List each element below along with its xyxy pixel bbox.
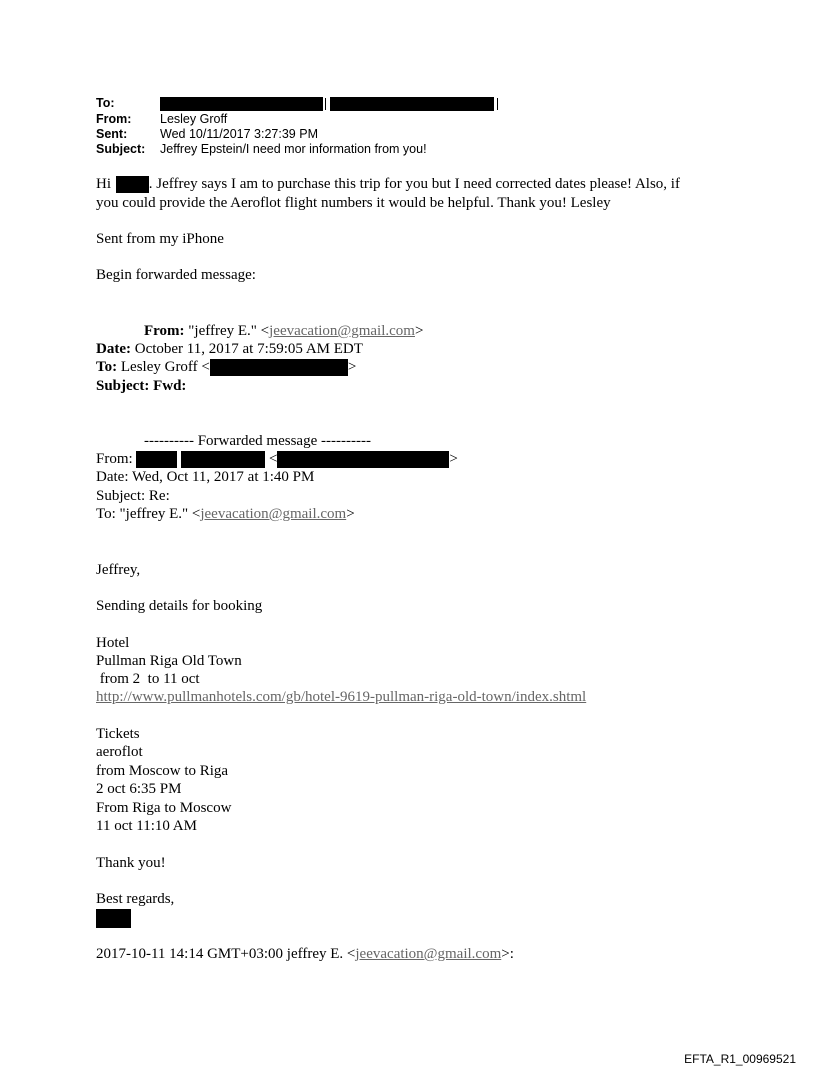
redaction bbox=[277, 451, 449, 468]
salutation: Jeffrey, bbox=[96, 562, 141, 578]
leg1-time: 2 oct 6:35 PM bbox=[96, 781, 182, 797]
redaction bbox=[181, 451, 265, 468]
tickets-heading: Tickets bbox=[96, 726, 140, 742]
airline: aeroflot bbox=[96, 744, 143, 760]
hotel-url-link[interactable]: http://www.pullmanhotels.com/gb/hotel-9619-pullman-riga-old-town/index.shtml bbox=[96, 689, 587, 705]
subject-row bbox=[96, 142, 427, 156]
bates-number: EFTA_R1_00969521 bbox=[684, 1052, 796, 1066]
sent-value: Wed 10/11/2017 3:27:39 PM bbox=[160, 127, 318, 141]
hotel-heading: Hotel bbox=[96, 635, 130, 651]
fwd2-from-row bbox=[96, 450, 458, 468]
leg2-time: 11 oct 11:10 AM bbox=[96, 818, 197, 834]
fwd1-date-label: Date: bbox=[96, 341, 131, 357]
from-value: Lesley Groff bbox=[160, 112, 228, 126]
fwd1-to-value: Lesley Groff < bbox=[120, 359, 210, 375]
body-text-1: . Jeffrey says I am to purchase this trip for you but I need corrected dates please! Also, if bbox=[148, 176, 680, 192]
intro-line: Sending details for booking bbox=[96, 598, 263, 614]
redaction bbox=[136, 451, 177, 468]
fwd2-to-row bbox=[96, 505, 355, 523]
fwd1-to-close: > bbox=[347, 359, 357, 375]
leg2-route: From Riga to Moscow bbox=[96, 800, 232, 816]
fwd1-to-label: To: bbox=[96, 359, 118, 375]
fwd1-subject-row: Subject: Fwd: bbox=[96, 378, 187, 394]
fwd1-to-row bbox=[96, 358, 356, 376]
closing-line: Best regards, bbox=[96, 891, 175, 907]
quote-email-link[interactable]: jeevacation@gmail.com bbox=[355, 946, 502, 962]
quote-suffix: >: bbox=[501, 946, 514, 962]
fwd2-to-prefix: To: "jeffrey E." < bbox=[96, 506, 201, 522]
thanks-line: Thank you! bbox=[96, 855, 166, 871]
fwd1-from-label: From: bbox=[144, 323, 185, 339]
fwd2-lt: < bbox=[268, 451, 278, 467]
to-row bbox=[96, 96, 498, 111]
greeting: Hi bbox=[96, 176, 111, 192]
quote-line bbox=[96, 945, 514, 963]
redaction bbox=[96, 909, 131, 928]
fwd2-gt: > bbox=[449, 451, 458, 467]
fwd1-date-row bbox=[96, 340, 363, 358]
fwd2-to-email-link[interactable]: jeevacation@gmail.com bbox=[200, 506, 347, 522]
body-line-1 bbox=[96, 175, 680, 193]
to-label: To: bbox=[96, 96, 115, 110]
fwd2-divider: ---------- Forwarded message ---------- bbox=[144, 433, 371, 449]
bracket-mark bbox=[494, 98, 498, 110]
hotel-dates: from 2 to 11 oct bbox=[96, 671, 200, 687]
fwd1-from-close: > bbox=[414, 323, 424, 339]
redaction bbox=[210, 359, 348, 376]
quote-prefix: 2017-10-11 14:14 GMT+03:00 jeffrey E. < bbox=[96, 946, 356, 962]
redaction bbox=[116, 176, 149, 193]
subject-value: Jeffrey Epstein/I need mor information from you! bbox=[160, 142, 427, 156]
from-row bbox=[96, 112, 227, 126]
leg1-route: from Moscow to Riga bbox=[96, 763, 229, 779]
redaction bbox=[330, 97, 494, 111]
fwd1-from-row bbox=[144, 322, 423, 340]
fwd2-from-label: From: bbox=[96, 451, 133, 467]
begin-forwarded: Begin forwarded message: bbox=[96, 267, 256, 283]
fwd2-date: Date: Wed, Oct 11, 2017 at 1:40 PM bbox=[96, 469, 315, 485]
fwd2-subject: Subject: Re: bbox=[96, 488, 170, 504]
from-label: From: bbox=[96, 112, 132, 126]
redaction bbox=[160, 97, 323, 111]
fwd2-to-close: > bbox=[346, 506, 355, 522]
fwd1-from-name: "jeffrey E." < bbox=[188, 323, 270, 339]
sent-from-iphone: Sent from my iPhone bbox=[96, 231, 224, 247]
sent-label: Sent: bbox=[96, 127, 128, 141]
subject-label: Subject: bbox=[96, 142, 146, 156]
hotel-name: Pullman Riga Old Town bbox=[96, 653, 242, 669]
body-line-2: you could provide the Aeroflot flight numbers it would be helpful. Thank you! Lesley bbox=[96, 195, 611, 211]
fwd1-date-value: October 11, 2017 at 7:59:05 AM EDT bbox=[134, 341, 363, 357]
sent-row bbox=[96, 127, 318, 141]
fwd1-from-email-link[interactable]: jeevacation@gmail.com bbox=[269, 323, 415, 339]
